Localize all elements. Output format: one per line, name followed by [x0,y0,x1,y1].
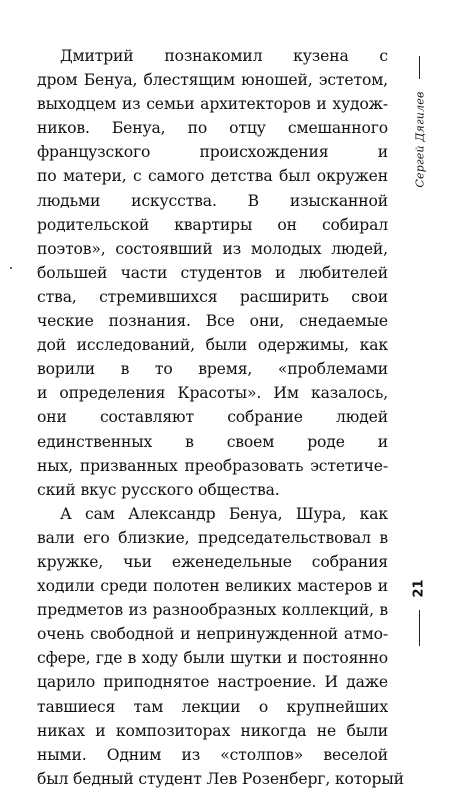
running-head-rule-top [419,56,420,79]
text-line: ворили в то время, «проблемами [37,360,388,379]
page-number-text: 21 [411,578,427,598]
text-line: ных, призванных преобразовать эстетиче- [37,456,388,475]
text-line: Дмитрий познакомил кузена с [60,47,388,65]
text-line: выходцем из семьи архитекторов и худож- [37,95,388,114]
text-line: ский вкус русского общества. [37,480,280,499]
text-line: ходили среди полотен великих мастеров и [37,577,388,596]
text-line: никах и композиторах никогда не были [37,721,388,740]
body-text [37,44,404,791]
page-number [409,572,429,604]
text-line: единственных в своем роде и [37,432,388,451]
print-speck [10,267,12,269]
text-line: ными. Одним из «столпов» веселой [37,745,388,764]
running-head [413,86,427,192]
text-line: большей части студентов и любителей [37,263,388,282]
text-line: французского происхождения и [37,143,388,162]
page-number-rule-bottom [419,610,420,646]
running-head-text: Сергей Дягилев [413,90,427,188]
text-line: тавшиеся там лекции о крупнейших [37,697,388,716]
text-line: дром Бенуа, блестящим юношей, эстетом, [37,71,388,90]
text-line: дой исследований, были одержимы, как [37,336,388,355]
text-line: царило приподнятое настроение. И даже [37,673,388,692]
text-line: и определения Красоты». Им казалось, [37,384,388,403]
text-line: по матери, с самого детства был окружен [37,167,388,186]
text-line: вали его близкие, председательствовал в [37,528,388,547]
text-line: кружке, чьи еженедельные собрания [37,552,388,571]
text-line: людьми искусства. В изысканной [37,191,388,210]
text-line: А сам Александр Бенуа, Шура, как [60,504,388,523]
text-line: ства, стремившихся расширить свои [37,287,388,306]
text-line: поэтов», состоявший из молодых людей, [37,239,388,258]
text-line: сфере, где в ходу были шутки и постоянно [37,649,388,668]
text-line: предметов из разнообразных коллекций, в [37,601,388,620]
text-line: ческие познания. Все они, снедаемые [37,312,388,331]
text-line: родительской квартиры он собирал [37,215,388,234]
text-line: был бедный студент Лев Розенберг, который [37,769,404,788]
text-line: они составляют собрание людей [37,408,388,427]
text-line: очень свободной и непринужденной атмо- [37,625,388,644]
text-line: ников. Бенуа, по отцу смешанного [37,119,388,138]
